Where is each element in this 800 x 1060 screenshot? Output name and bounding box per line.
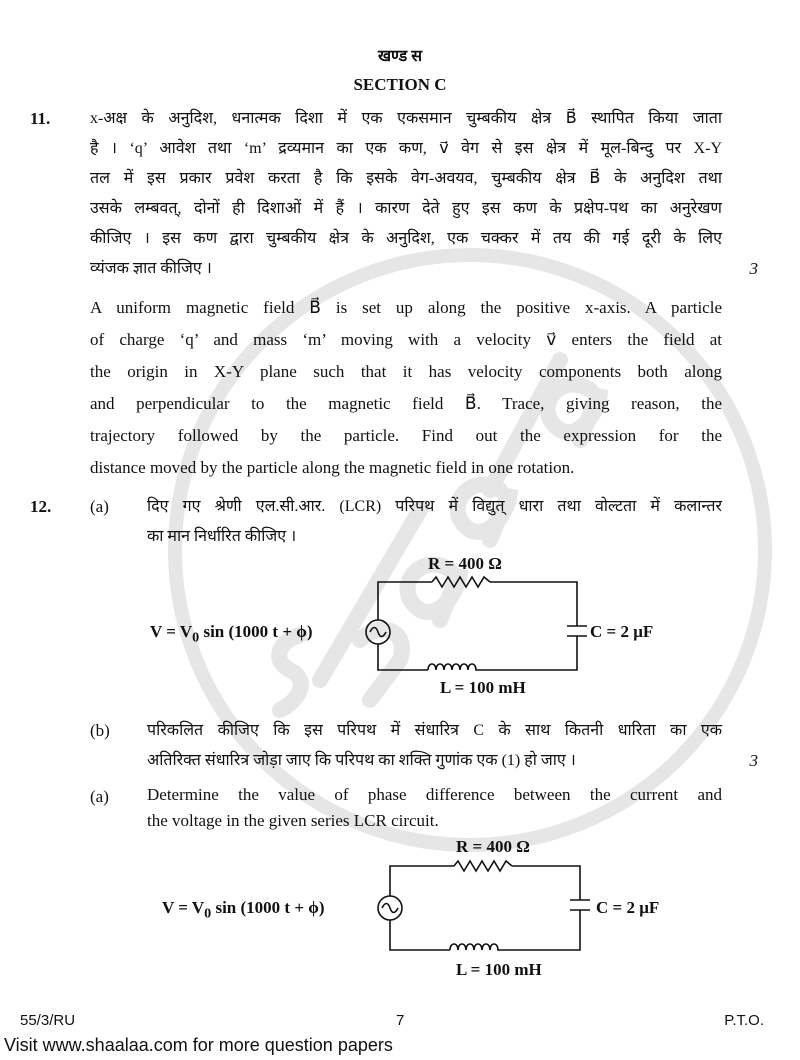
inductor-label: L = 100 mH (456, 960, 542, 979)
marks: 3 (749, 259, 758, 278)
part-label: (a) (90, 787, 109, 806)
eq-part: sin (1000 t + ϕ) (211, 898, 325, 917)
inductor-label: L = 100 mH (440, 678, 526, 697)
lcr-circuit (0, 552, 800, 702)
question-12a (0, 492, 800, 552)
q11-english-line: distance moved by the particle along the magnetic field in one rotation. (90, 458, 575, 477)
capacitor-icon (567, 626, 587, 636)
question-11-english (0, 292, 800, 484)
q12a-english-text (147, 782, 722, 834)
lcr-circuit-diagram (360, 572, 600, 682)
q11-hindi-line: x-अक्ष के अनुदिश, धनात्मक दिशा में एक एकसमान चुम्बकीय क्षेत्र B⃗ स्थापित किया जाता (90, 110, 722, 127)
q11-hindi-text (90, 104, 722, 284)
q11-english-line: of charge ‘q’ and mass ‘m’ moving with a velocity v⃗ enters the field at (90, 330, 722, 349)
capacitor-label: C = 2 μF (590, 622, 654, 641)
question-12a-english (0, 782, 800, 834)
section-title-hindi: खण्ड स (377, 48, 423, 65)
q11-hindi-line: है । ‘q’ आवेश तथा ‘m’ द्रव्यमान का एक कण, v⃗ वेग से इस क्षेत्र में मूल-बिन्दु पर X-Y (90, 140, 722, 157)
resistor-label: R = 400 Ω (456, 837, 530, 856)
question-number: 12. (30, 497, 52, 516)
part-label: (a) (90, 497, 109, 516)
eq-part: V = V (150, 622, 193, 641)
page-content (0, 44, 800, 984)
part-label: (b) (90, 721, 110, 740)
source-equation (150, 622, 313, 647)
section-title: SECTION C (353, 75, 447, 94)
pto-label: P.T.O. (724, 1012, 764, 1029)
q12a-hindi-text (147, 492, 722, 552)
question-number: 11. (30, 109, 51, 128)
paper-code: 55/3/RU (20, 1012, 76, 1029)
q11-english-line: and perpendicular to the magnetic field B⃗. Trace, giving reason, the (90, 394, 722, 413)
q11-hindi-line: व्यंजक ज्ञात कीजिए । (90, 260, 212, 277)
question-11 (0, 104, 800, 284)
q11-hindi-line: कीजिए । इस कण द्वारा चुम्बकीय क्षेत्र के अनुदिश, एक चक्कर में तय की गई दूरी के लिए (90, 230, 722, 247)
page-number: 7 (396, 1012, 405, 1029)
lcr-circuit-diagram (372, 856, 612, 966)
capacitor-label: C = 2 μF (596, 898, 660, 917)
q12b-hindi-line: अतिरिक्त संधारित्र जोड़ा जाए कि परिपथ का शक्ति गुणांक एक (1) हो जाए । (147, 752, 576, 769)
q12a-english-line: the voltage in the given series LCR circuit. (147, 811, 439, 830)
inductor-icon (428, 664, 478, 670)
resistor-label: R = 400 Ω (428, 554, 502, 573)
q12b-hindi-line: परिकलित कीजिए कि इस परिपथ में संधारित्र C के साथ कितनी धारिता का एक (147, 722, 722, 739)
visit-link[interactable]: Visit www.shaalaa.com for more question papers (4, 1035, 393, 1055)
eq-subscript: 0 (192, 629, 200, 646)
q11-english-line: the origin in X-Y plane such that it has velocity components both along (90, 362, 722, 381)
capacitor-icon (570, 900, 590, 910)
q11-english-line: A uniform magnetic field B⃗ is set up along the positive x-axis. A particle (90, 298, 722, 317)
q11-hindi-line: उसके लम्बवत्, दोनों ही दिशाओं में हैं । कारण देते हुए इस कण के प्रक्षेप-पथ का अनुरेखण (90, 200, 722, 217)
q11-english-text (90, 292, 722, 484)
resistor-icon (432, 577, 490, 587)
resistor-icon (454, 861, 512, 871)
q12b-hindi-text (147, 716, 722, 776)
q11-english-line: trajectory followed by the particle. Find out the expression for the (90, 426, 722, 445)
q12a-english-line: Determine the value of phase difference between the current and (147, 785, 722, 804)
lcr-circuit (0, 834, 800, 984)
source-equation (162, 898, 325, 923)
q11-hindi-line: तल में इस प्रकार प्रवेश करता है कि इसके वेग-अवयव, चुम्बकीय क्षेत्र B⃗ के अनुदिश तथा (90, 170, 722, 187)
eq-subscript: 0 (204, 905, 212, 922)
eq-part: V = V (162, 898, 205, 917)
marks: 3 (749, 751, 758, 770)
q12a-hindi-line: का मान निर्धारित कीजिए । (147, 528, 297, 545)
inductor-icon (450, 944, 500, 950)
question-12b (0, 716, 800, 776)
q12a-hindi-line: दिए गए श्रेणी एल.सी.आर. (LCR) परिपथ में विद्युत् धारा तथा वोल्टता में कलान्तर (147, 498, 722, 515)
eq-part: sin (1000 t + ϕ) (199, 622, 313, 641)
